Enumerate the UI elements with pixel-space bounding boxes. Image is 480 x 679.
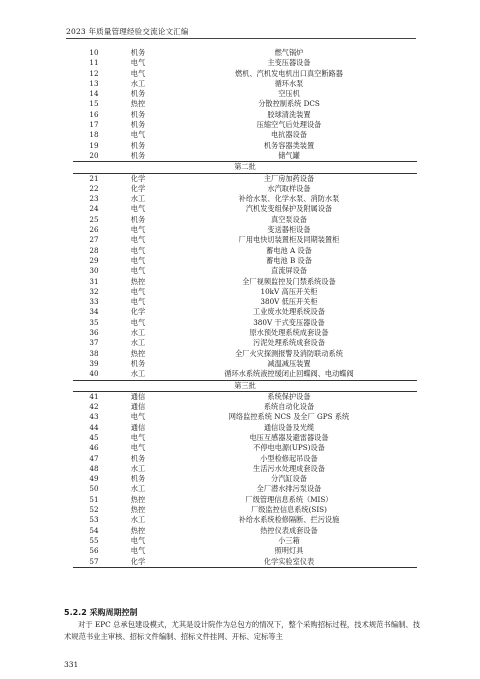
row-department: 机务 [130,474,146,484]
row-department: 热控 [130,348,146,358]
row-department: 化学 [130,183,146,193]
table-row [73,48,417,58]
row-equipment: 补给水泵、化学水泵、消防水泵 [238,194,340,204]
row-department: 电气 [130,432,146,442]
row-number: 55 [89,535,99,545]
row-equipment: 电压互感器及避雷器设备 [249,432,329,442]
batch-label: 第三批 [73,380,417,391]
row-equipment: 直流屏设备 [271,266,307,276]
row-department: 电气 [130,546,146,556]
row-department: 电气 [130,297,146,307]
table-row [73,79,417,89]
table-row [73,246,417,256]
row-number: 56 [89,546,99,556]
row-number: 38 [89,348,99,358]
row-number: 46 [89,443,99,453]
row-equipment: 储气罐 [278,150,300,160]
row-number: 31 [89,276,99,286]
row-department: 电气 [130,412,146,422]
row-equipment: 工业废水处理系统设备 [253,307,325,317]
batch-row [73,380,417,391]
row-equipment: 燃气锅炉 [274,48,304,57]
row-department: 水工 [130,78,146,88]
row-number: 16 [89,109,99,119]
row-department: 机务 [130,109,146,119]
row-equipment: 网络监控系统 NCS 及全厂 GPS 系统 [228,412,350,422]
row-department: 电气 [130,225,146,235]
row-equipment: 380V 低压开关柜 [260,297,318,307]
row-equipment: 变送器柜设备 [267,225,311,235]
row-equipment: 蓄电池 A 设备 [266,245,312,255]
row-department: 热控 [130,505,146,515]
table-row [73,495,417,505]
batch-row [73,162,417,173]
row-department: 电气 [130,535,146,545]
row-equipment: 全厂视频监控及门禁系统设备 [242,276,336,286]
table-row [73,505,417,515]
row-department: 电气 [130,443,146,453]
page-number: 331 [64,660,79,669]
row-equipment: 通信设备及光缆 [263,422,315,432]
row-number: 32 [89,286,99,296]
row-equipment: 机务容器类装置 [263,140,315,150]
row-department: 化学 [115,173,161,184]
row-number: 25 [89,214,99,224]
row-equipment: 热控仪表成套设备 [260,525,318,535]
row-department: 通信 [130,402,146,412]
body-paragraph: 对于 EPC 总承包建设模式，尤其是设计院作为总包方的情况下，整个采购招标过程，技术规范书编制、技术规范书业主审核、招标文件编制、招标文件挂网、开标、定标等主 [64,620,420,641]
row-department: 电气 [130,255,146,265]
equipment-table-body [73,48,417,567]
row-equipment: 真空泵设备 [271,214,307,224]
row-number: 51 [89,494,99,504]
row-equipment: 压缩空气后处理设备 [256,120,322,130]
row-equipment: 不停电电源(UPS)设备 [253,443,325,453]
row-department: 水工 [130,484,146,494]
table-row [73,526,417,536]
row-equipment: 空压机 [278,89,300,99]
row-department: 水工 [130,369,146,379]
row-number: 24 [89,204,99,214]
row-number: 39 [89,358,99,368]
table-row [73,194,417,204]
table-row [73,474,417,484]
row-department: 化学 [130,307,146,317]
row-number: 35 [89,317,99,327]
table-row [73,184,417,194]
row-number: 28 [89,245,99,255]
row-number: 42 [89,402,99,412]
table-row [73,225,417,235]
row-equipment: 380V 干式变压器设备 [253,317,325,327]
row-number: 33 [89,297,99,307]
table-row [73,287,417,297]
row-department: 机务 [130,89,146,99]
row-number: 47 [89,453,99,463]
row-equipment: 生活污水处理成套设备 [253,463,325,473]
table-row [73,141,417,151]
table-row [73,266,417,276]
table-row [73,110,417,120]
row-department: 热控 [130,525,146,535]
row-number: 48 [89,463,99,473]
row-equipment: 补给水系统检修隔断、拦污设施 [238,515,340,525]
table-row [73,423,417,433]
row-number: 26 [89,225,99,235]
table-row [73,89,417,99]
table-row [73,359,417,369]
header-rule [66,38,416,39]
row-department: 机务 [130,214,146,224]
equipment-table [73,48,417,568]
row-equipment: 厂级管理信息系统（MIS） [245,494,333,504]
row-equipment: 系统保护设备 [161,391,417,402]
row-department: 水工 [130,328,146,338]
batch-label: 第二批 [73,162,417,173]
row-number: 12 [89,68,99,78]
row-number: 14 [89,89,99,99]
row-equipment: 厂级监控信息系统(SIS) [251,505,327,515]
table-row [73,402,417,412]
row-number: 18 [89,130,99,140]
row-equipment: 主变压器设备 [267,58,311,68]
row-equipment: 水汽取样设备 [267,183,311,193]
row-department: 电气 [130,204,146,214]
row-department: 电气 [130,68,146,78]
table-row [73,173,417,184]
row-number: 44 [89,422,99,432]
row-department: 电气 [130,266,146,276]
row-equipment: 蓄电池 B 设备 [266,255,312,265]
row-equipment: 减温减压装置 [267,358,311,368]
row-number: 49 [89,474,99,484]
row-department: 电气 [130,245,146,255]
section-title: 5.2.2 采购周期控制 [64,608,138,617]
table-row [73,69,417,79]
table-row [73,454,417,464]
row-number: 17 [89,120,99,130]
row-equipment: 污泥处理系统成套设备 [253,338,325,348]
table-row [73,484,417,494]
row-equipment: 厂用电快切装置柜及同期装置柜 [238,235,340,245]
row-equipment: 化学实验室仪表 [161,557,417,568]
table-row [73,307,417,317]
row-number: 11 [89,58,99,68]
row-department: 水工 [130,338,146,348]
row-number: 34 [89,307,99,317]
row-department: 机务 [130,120,146,130]
row-department: 机务 [130,48,146,57]
row-department: 电气 [130,235,146,245]
row-number: 50 [89,484,99,494]
row-equipment: 小三箱 [278,535,300,545]
row-equipment: 电抗器设备 [271,130,307,140]
table-row [73,277,417,287]
row-equipment: 分散控制系统 DCS [258,99,320,109]
row-department: 化学 [115,557,161,568]
row-equipment: 循环水泵 [274,78,304,88]
row-department: 热控 [130,276,146,286]
table-row [73,443,417,453]
row-number: 23 [89,194,99,204]
row-equipment: 照明灯具 [274,546,304,556]
table-row [73,204,417,214]
row-equipment: 小型检修起吊设备 [260,453,318,463]
table-row [73,130,417,140]
row-department: 机务 [130,453,146,463]
table-row [73,338,417,348]
header-title: 2023 年质量管理经验交流论文汇编 [66,27,189,36]
row-number: 52 [89,505,99,515]
row-number: 37 [89,338,99,348]
row-number: 36 [89,328,99,338]
row-equipment: 主厂房加药设备 [161,173,417,184]
row-department: 电气 [130,130,146,140]
table-row [73,151,417,162]
table-row [73,536,417,546]
row-department: 水工 [130,194,146,204]
row-department: 通信 [130,422,146,432]
row-number: 22 [89,183,99,193]
row-number: 45 [89,432,99,442]
table-row [73,412,417,422]
row-equipment: 系统自动化设备 [263,402,315,412]
row-number: 41 [73,391,115,402]
row-number: 13 [89,78,99,88]
row-number: 40 [89,369,99,379]
row-equipment: 胶球清洗装置 [267,109,311,119]
row-department: 电气 [130,286,146,296]
row-number: 21 [73,173,115,184]
table-row [73,515,417,525]
row-equipment: 全厂火灾探测报警及消防联动系统 [235,348,343,358]
row-department: 水工 [130,463,146,473]
row-number: 53 [89,515,99,525]
row-department: 热控 [130,494,146,504]
table-row [73,215,417,225]
row-number: 30 [89,266,99,276]
row-number: 29 [89,255,99,265]
row-department: 通信 [115,391,161,402]
table-row [73,328,417,338]
row-department: 机务 [130,150,146,160]
row-number: 57 [73,557,115,568]
row-number: 54 [89,525,99,535]
row-equipment: 汽机发变组保护及附属设备 [245,204,333,214]
row-department: 电气 [130,317,146,327]
table-row [73,120,417,130]
table-row [73,433,417,443]
row-equipment: 分汽缸设备 [271,474,307,484]
row-number: 43 [89,412,99,422]
table-row [73,557,417,568]
table-row [73,546,417,556]
table-row [73,464,417,474]
row-department: 电气 [130,58,146,68]
row-equipment: 全厂潜水排污泵设备 [256,484,322,494]
row-department: 水工 [130,515,146,525]
row-equipment: 燃机、汽机发电机出口真空断路器 [235,68,343,78]
row-number: 19 [89,140,99,150]
row-equipment: 循环水系统液控缓闭止回蝶阀、电动蝶阀 [224,369,354,379]
row-number: 10 [89,48,99,57]
row-number: 20 [89,150,99,160]
row-department: 机务 [130,140,146,150]
table-row [73,391,417,402]
table-row [73,369,417,380]
table-row [73,99,417,109]
table-row [73,349,417,359]
row-equipment: 10kV 高压开关柜 [260,286,318,296]
row-department: 机务 [130,358,146,368]
table-row [73,235,417,245]
table-row [73,58,417,68]
table-row [73,256,417,266]
row-department: 热控 [130,99,146,109]
table-row [73,297,417,307]
row-equipment: 原水预处理系统成套设备 [249,328,329,338]
row-number: 27 [89,235,99,245]
table-row [73,318,417,328]
row-number: 15 [89,99,99,109]
